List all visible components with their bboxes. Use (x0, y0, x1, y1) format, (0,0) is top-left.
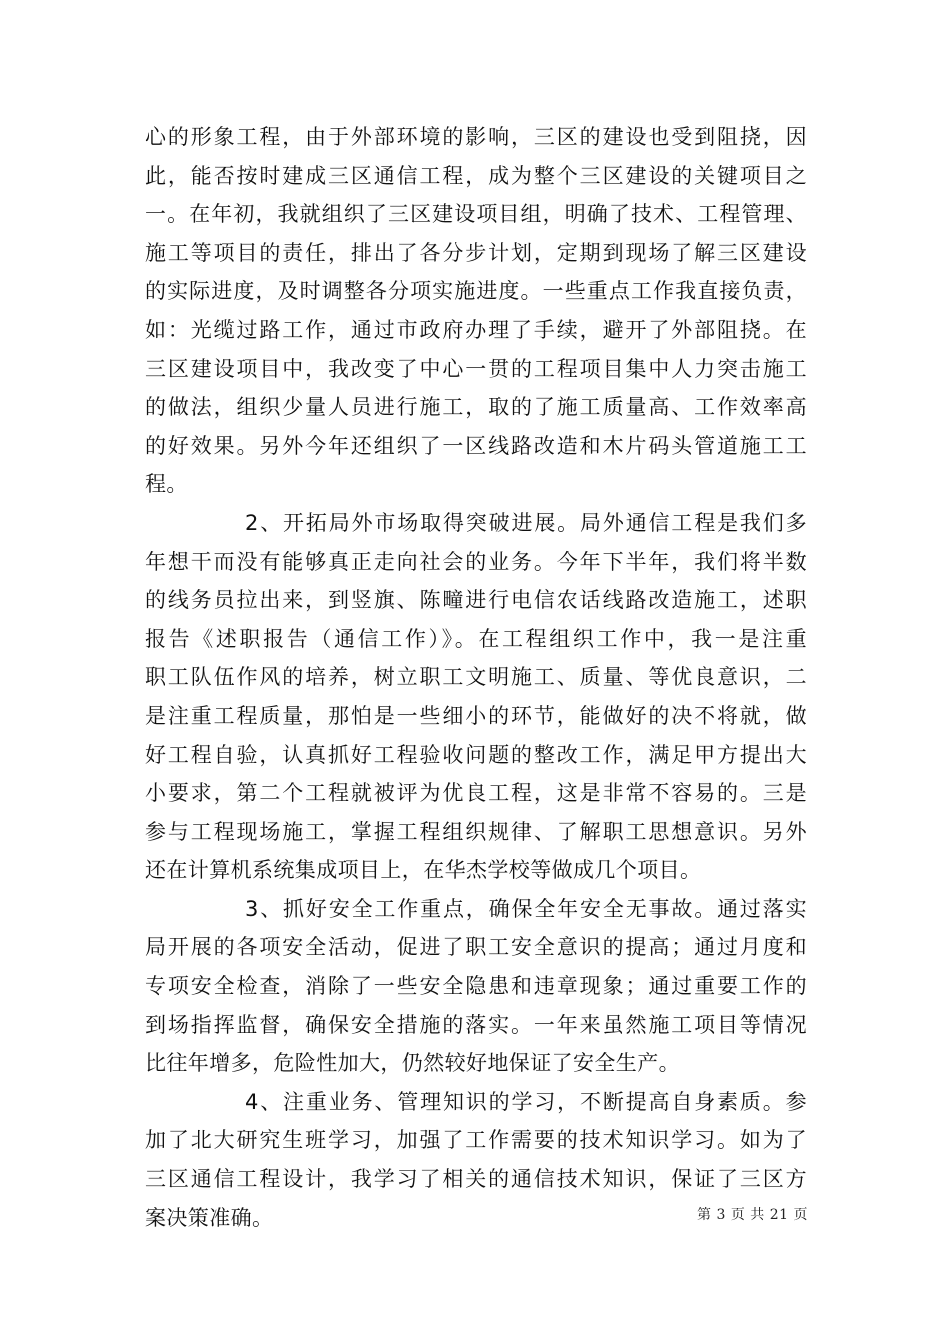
text-line: 的做法，组织少量人员进行施工，取的了施工质量高、工作效率高 (145, 395, 807, 420)
text-line: 一。在年初，我就组织了三区建设项目组，明确了技术、工程管理、 (145, 202, 807, 227)
page-number-footer: 第 3 页 共 21 页 (697, 1207, 808, 1223)
document-body (145, 118, 807, 1237)
text-line: 年想干而没有能够真正走向社会的业务。今年下半年，我们将半数 (145, 549, 807, 574)
text-line: 心的形象工程，由于外部环境的影响，三区的建设也受到阻挠，因 (145, 125, 807, 149)
text-line: 是注重工程质量，那怕是一些细小的环节，能做好的决不将就，做 (145, 703, 807, 728)
text-line: 程。 (145, 472, 188, 497)
text-line: 施工等项目的责任，排出了各分步计划，定期到现场了解三区建设 (145, 240, 807, 265)
text-line: 报告《述职报告（通信工作）》。在工程组织工作中，我一是注重 (145, 626, 807, 651)
text-line: 参与工程现场施工，掌握工程组织规律、了解职工思想意识。另外 (145, 819, 807, 844)
paragraph-2 (145, 504, 807, 890)
text-line: 2、开拓局外市场取得突破进展。局外通信工程是我们多 (245, 510, 807, 535)
text-line: 小要求，第二个工程就被评为优良工程，这是非常不容易的。三是 (145, 781, 807, 806)
paragraph-1 (145, 118, 807, 504)
text-line: 到场指挥监督，确保安全措施的落实。一年来虽然施工项目等情况 (145, 1012, 807, 1037)
text-line: 4、注重业务、管理知识的学习，不断提高自身素质。参 (245, 1089, 807, 1114)
text-line: 的线务员拉出来，到竖旗、陈疃进行电信农话线路改造施工，述职 (145, 588, 807, 613)
text-line: 比往年增多，危险性加大，仍然较好地保证了安全生产。 (145, 1051, 680, 1076)
text-line: 如：光缆过路工作，通过市政府办理了手续，避开了外部阻挠。在 (145, 317, 807, 342)
text-line: 专项安全检查，消除了一些安全隐患和违章现象；通过重要工作的 (145, 974, 807, 999)
text-line: 三区建设项目中，我改变了中心一贯的工程项目集中人力突击施工 (145, 356, 807, 381)
text-line: 还在计算机系统集成项目上，在华杰学校等做成几个项目。 (145, 858, 702, 883)
text-line: 加了北大研究生班学习，加强了工作需要的技术知识学习。如为了 (145, 1128, 807, 1153)
text-line: 此，能否按时建成三区通信工程，成为整个三区建设的关键项目之 (145, 163, 807, 188)
text-line: 案决策准确。 (145, 1205, 274, 1230)
text-line: 局开展的各项安全活动，促进了职工安全意识的提高；通过月度和 (145, 935, 807, 960)
text-line: 职工队伍作风的培养，树立职工文明施工、质量、等优良意识，二 (145, 665, 807, 690)
text-line: 3、抓好安全工作重点，确保全年安全无事故。通过落实 (245, 896, 807, 921)
text-line: 的实际进度，及时调整各分项实施进度。一些重点工作我直接负责， (145, 279, 807, 304)
text-line: 三区通信工程设计，我学习了相关的通信技术知识，保证了三区方 (145, 1167, 807, 1192)
paragraph-3 (145, 890, 807, 1083)
text-line: 的好效果。另外今年还组织了一区线路改造和木片码头管道施工工 (145, 433, 807, 458)
text-line: 好工程自验，认真抓好工程验收问题的整改工作，满足甲方提出大 (145, 742, 807, 767)
